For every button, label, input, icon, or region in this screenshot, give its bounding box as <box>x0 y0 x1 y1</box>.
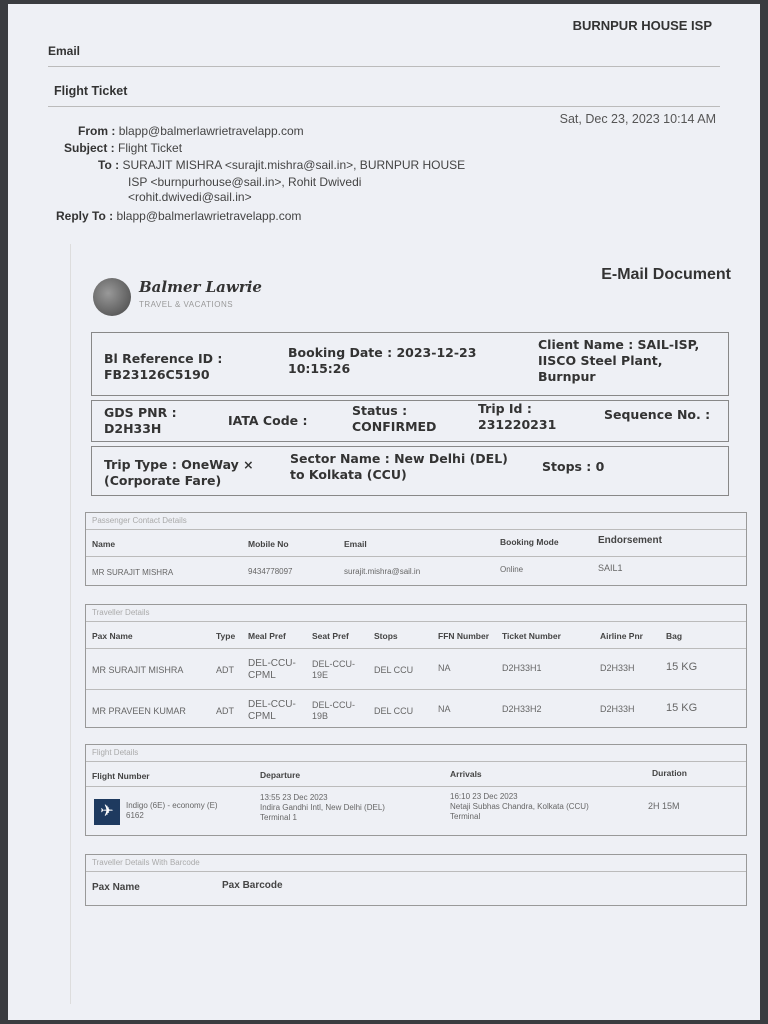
message-date: Sat, Dec 23, 2023 10:14 AM <box>559 112 716 126</box>
col-stops: Stops <box>374 631 398 641</box>
to-line-2[interactable]: ISP <burnpurhouse@sail.in>, Rohit Dwivedi <box>128 175 362 189</box>
table-header <box>86 530 746 557</box>
cell-ffn: NA <box>438 704 451 714</box>
to-line-3[interactable]: <rohit.dwivedi@sail.in> <box>128 190 252 204</box>
sector-1: Sector Name : New Delhi (DEL) <box>290 451 508 466</box>
cell-ticket: D2H33H2 <box>502 704 542 714</box>
col-pax-barcode: Pax Barcode <box>222 880 283 891</box>
cell-airline: Indigo (6E) - economy (E) <box>126 801 218 810</box>
col-type: Type <box>216 631 236 641</box>
cell-seat: 19B <box>312 711 329 721</box>
col-mobile: Mobile No <box>248 539 289 549</box>
col-endorsement: Endorsement <box>598 535 662 546</box>
gds-pnr-label: GDS PNR : <box>104 405 177 420</box>
cell-ffn: NA <box>438 663 451 673</box>
document-type: E-Mail Document <box>601 266 731 283</box>
cell-departure-time: 13:55 23 Dec 2023 <box>260 793 328 802</box>
cell-mobile: 9434778097 <box>248 567 293 576</box>
col-airline-pnr: Airline Pnr <box>600 631 643 641</box>
cell-stops: DEL CCU <box>374 706 414 716</box>
reply-to-label: Reply To : <box>56 209 114 223</box>
col-arrivals: Arrivals <box>450 769 482 779</box>
cell-meal: CPML <box>248 711 276 722</box>
brand-name: Balmer Lawrie <box>139 278 262 296</box>
cell-booking-mode: Online <box>500 565 524 574</box>
table-header <box>86 872 746 902</box>
cell-stops: DEL CCU <box>374 665 414 675</box>
trip-type-1: Trip Type : OneWay × <box>104 457 254 472</box>
cell-meal: DEL-CCU- <box>248 658 296 669</box>
trip-id: 231220231 <box>478 417 557 432</box>
pnr-box <box>91 400 729 442</box>
subject-value: Flight Ticket <box>118 141 183 155</box>
flight-table <box>85 744 747 836</box>
table-row <box>86 787 746 835</box>
trip-type-2: (Corporate Fare) <box>104 473 222 488</box>
brand-tagline: TRAVEL & VACATIONS <box>139 300 234 309</box>
table-caption: Traveller Details <box>86 605 746 622</box>
from-address[interactable]: blapp@balmerlawrietravelapp.com <box>118 124 304 138</box>
cell-seat: 19E <box>312 670 329 680</box>
trip-box <box>91 446 729 496</box>
col-departure: Departure <box>260 770 301 780</box>
company-logo <box>93 268 293 318</box>
client-name-2: IISCO Steel Plant, <box>538 353 663 368</box>
cell-airline-pnr: D2H33H <box>600 704 635 714</box>
table-caption: Passenger Contact Details <box>86 513 746 530</box>
reference-id: FB23126C5190 <box>104 367 210 382</box>
booking-date: Booking Date : 2023-12-23 <box>288 345 477 360</box>
col-duration: Duration <box>652 768 687 778</box>
cell-flight-no: 6162 <box>126 811 144 820</box>
printed-page <box>8 4 760 1020</box>
cell-seat: DEL-CCU- <box>312 659 356 669</box>
sequence-label: Sequence No. : <box>604 407 711 422</box>
cell-meal: CPML <box>248 670 276 681</box>
cell-name: MR SURAJIT MISHRA <box>92 568 174 577</box>
trip-id-label: Trip Id : <box>478 401 532 416</box>
table-caption: Traveller Details With Barcode <box>86 855 746 872</box>
col-flight-number: Flight Number <box>92 771 150 781</box>
cell-arrival-airport: Netaji Subhas Chandra, Kolkata (CCU) <box>450 802 589 811</box>
col-booking-mode: Booking Mode <box>500 537 559 547</box>
booking-time: 10:15:26 <box>288 361 351 376</box>
org-name: BURNPUR HOUSE ISP <box>572 18 712 33</box>
cell-endorsement: SAIL1 <box>598 563 623 573</box>
contact-table <box>85 512 747 586</box>
cell-ticket: D2H33H1 <box>502 663 542 673</box>
col-seat: Seat Pref <box>312 631 349 641</box>
sector-2: to Kolkata (CCU) <box>290 467 407 482</box>
status-label: Status : <box>352 403 408 418</box>
client-name-1: Client Name : SAIL-ISP, <box>538 337 700 352</box>
cell-pax-name: MR SURAJIT MISHRA <box>92 665 184 675</box>
stops-count: Stops : 0 <box>542 459 605 474</box>
cell-pax-name: MR PRAVEEN KUMAR <box>92 706 186 716</box>
reply-to-address[interactable]: blapp@balmerlawrietravelapp.com <box>116 209 302 223</box>
divider <box>48 66 720 67</box>
table-header <box>86 622 746 649</box>
cell-seat: DEL-CCU- <box>312 700 356 710</box>
globe-icon <box>93 278 131 316</box>
cell-meal: DEL-CCU- <box>248 699 296 710</box>
col-ticket: Ticket Number <box>502 631 561 641</box>
iata-code-label: IATA Code : <box>228 413 308 428</box>
email-document <box>70 244 751 1004</box>
cell-arrival-time: 16:10 23 Dec 2023 <box>450 792 518 801</box>
table-header <box>86 762 746 787</box>
client-name-3: Burnpur <box>538 369 596 384</box>
col-name: Name <box>92 539 116 549</box>
cell-bag: 15 KG <box>666 702 698 714</box>
subject-label: Subject : <box>64 141 115 155</box>
message-headers <box>56 112 716 226</box>
cell-arrival-terminal: Terminal <box>450 812 481 821</box>
to-label: To : <box>98 158 120 172</box>
traveller-table <box>85 604 747 728</box>
cell-departure-airport: Indira Gandhi Intl, New Delhi (DEL) <box>260 803 385 812</box>
cell-bag: 15 KG <box>666 661 698 673</box>
email-label: Email <box>48 44 81 58</box>
cell-type: ADT <box>216 706 234 716</box>
col-bag: Bag <box>666 631 683 641</box>
col-ffn: FFN Number <box>438 631 489 641</box>
col-pax-name: Pax Name <box>92 631 133 641</box>
cell-airline-pnr: D2H33H <box>600 663 635 673</box>
table-row <box>86 690 746 730</box>
table-row <box>86 557 746 585</box>
col-email: Email <box>344 539 367 549</box>
table-caption: Flight Details <box>86 745 746 762</box>
to-line-1[interactable]: SURAJIT MISHRA <surajit.mishra@sail.in>, BURNPUR HOUSE <box>122 158 466 172</box>
cell-departure-terminal: Terminal 1 <box>260 813 297 822</box>
gds-pnr: D2H33H <box>104 421 162 436</box>
airplane-icon: ✈ <box>94 799 120 825</box>
col-meal: Meal Pref <box>248 631 286 641</box>
status-value: CONFIRMED <box>352 419 437 434</box>
divider <box>48 106 720 107</box>
table-row <box>86 649 746 690</box>
cell-email[interactable]: surajit.mishra@sail.in <box>344 567 421 576</box>
reference-label: Bl Reference ID : <box>104 351 223 366</box>
col-pax-name: Pax Name <box>92 882 140 893</box>
booking-summary-box <box>91 332 729 396</box>
cell-duration: 2H 15M <box>648 801 680 811</box>
barcode-table <box>85 854 747 906</box>
from-label: From : <box>78 124 116 138</box>
page-title: Flight Ticket <box>54 84 128 98</box>
cell-type: ADT <box>216 665 234 675</box>
